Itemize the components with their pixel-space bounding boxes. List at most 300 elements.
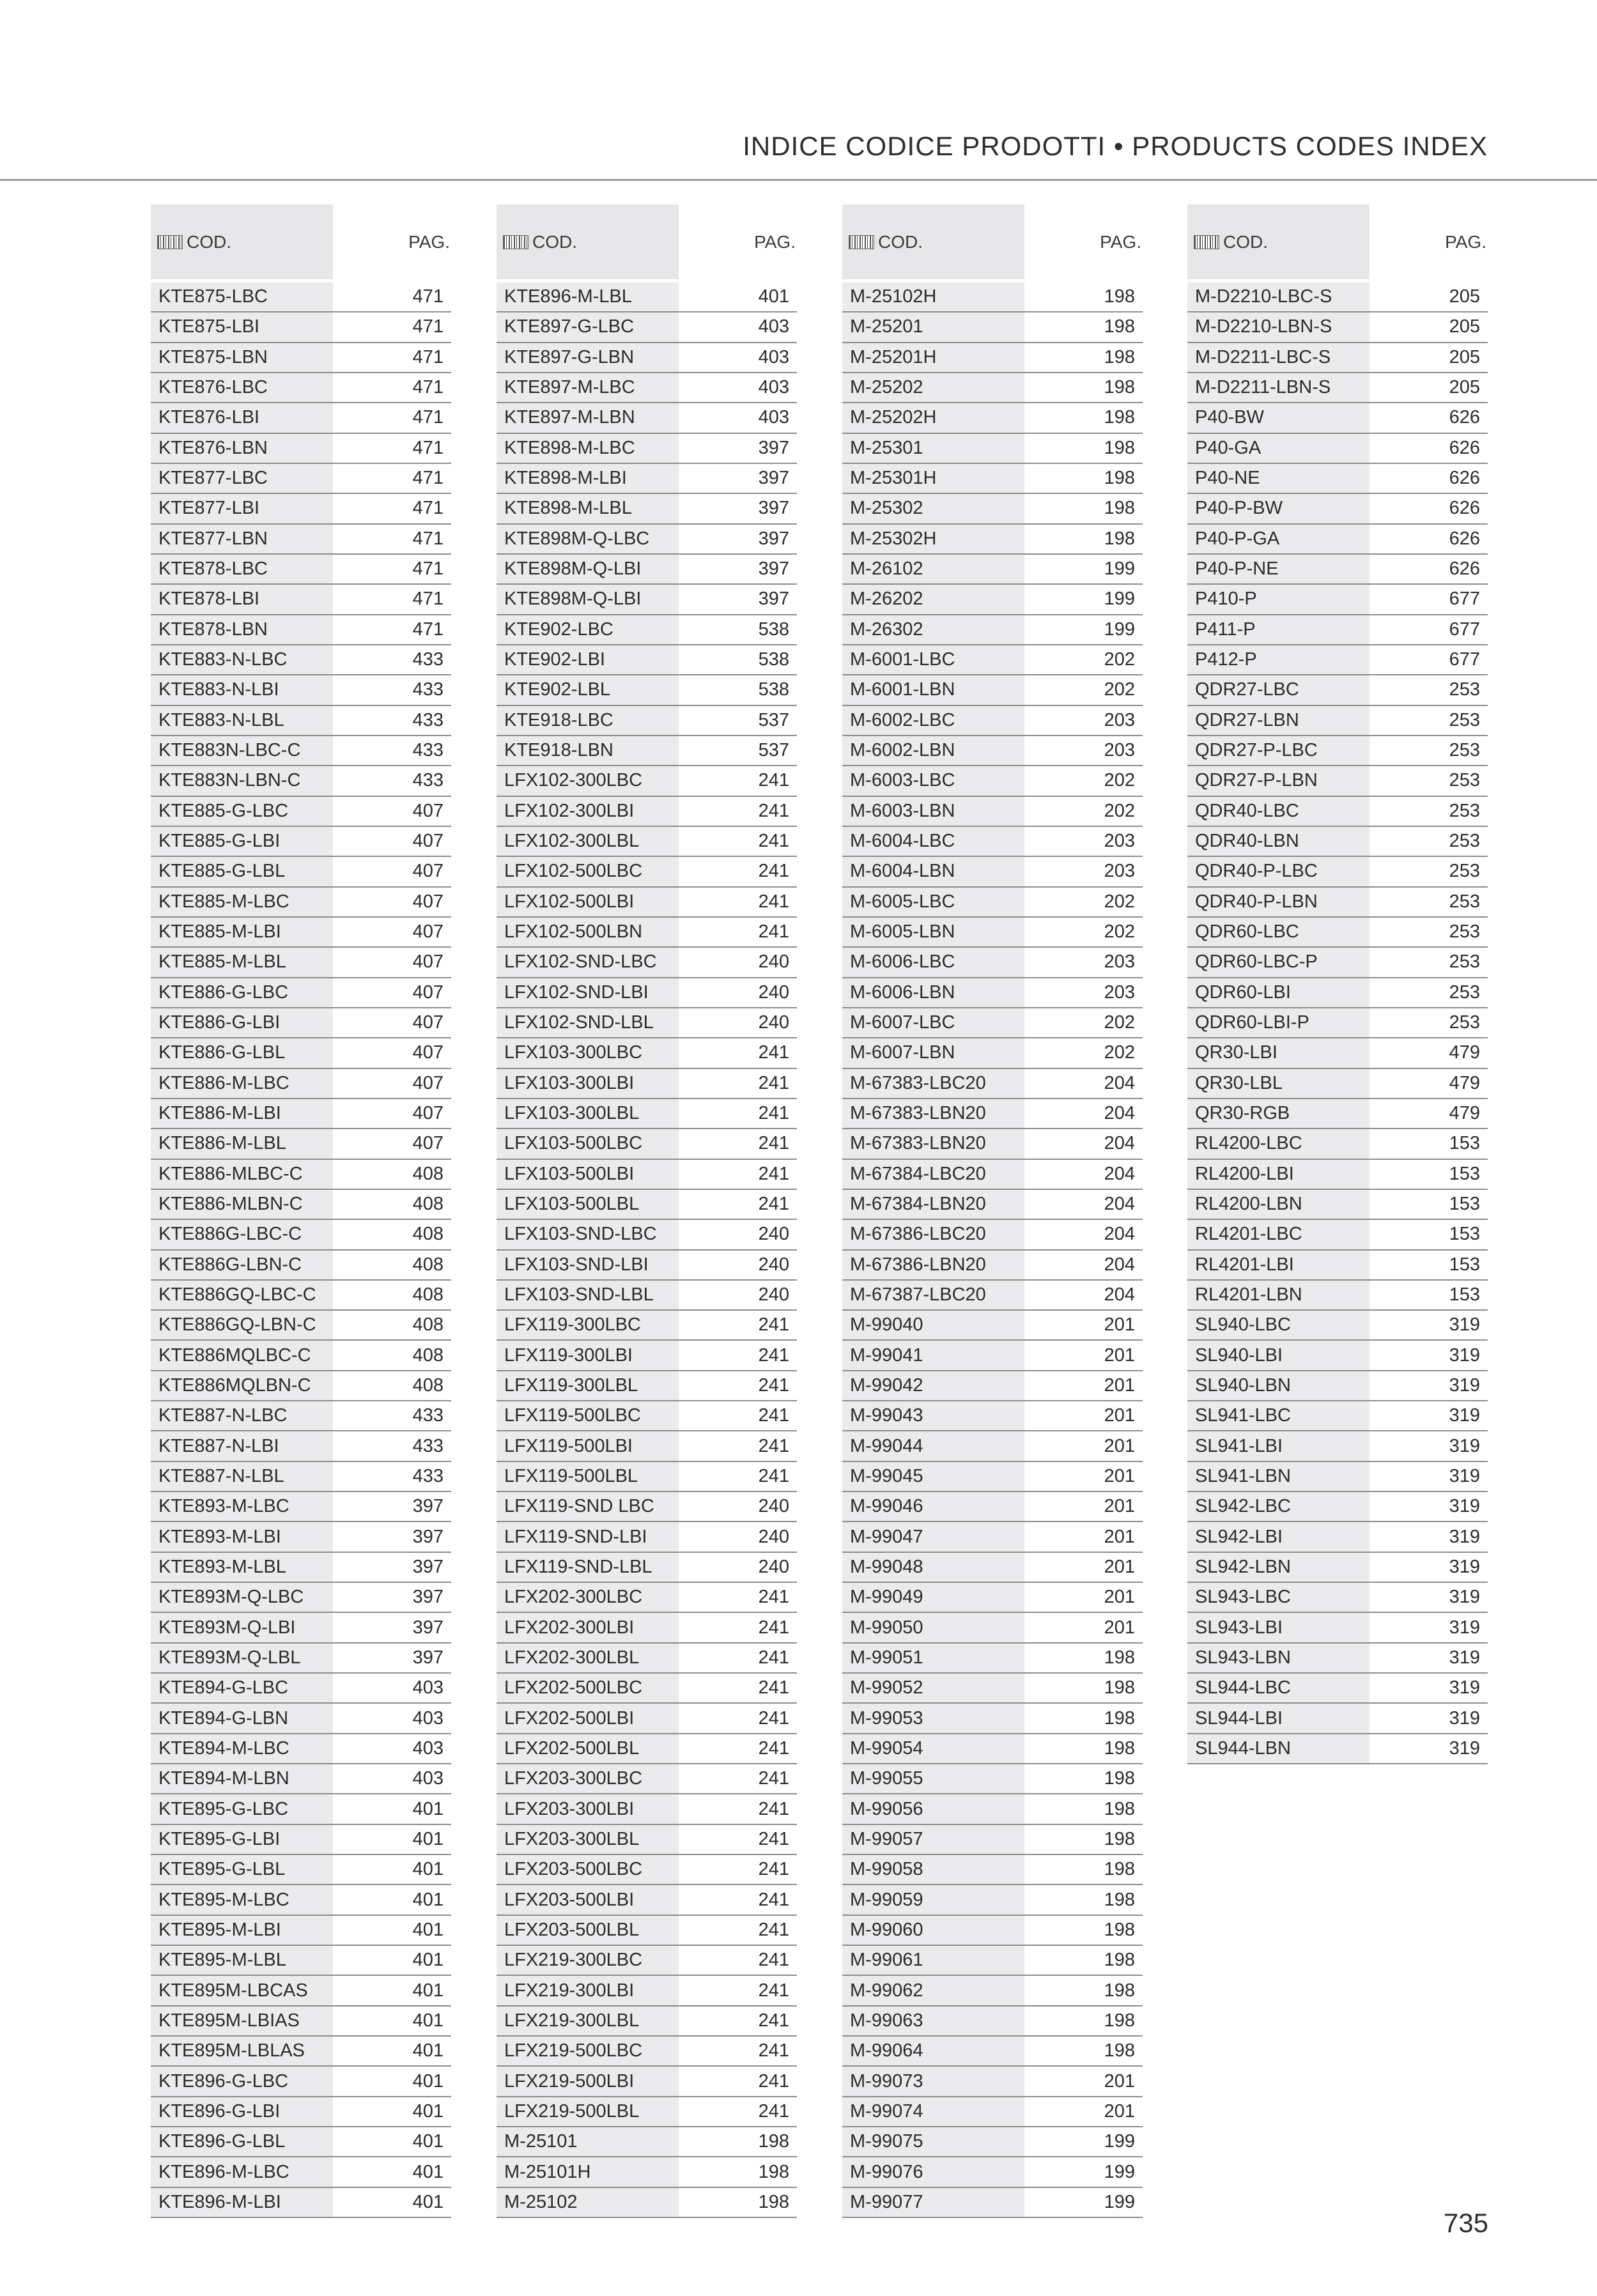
page-reference: 241 [758,1919,789,1940]
index-row [842,464,1143,494]
index-row [842,1492,1143,1522]
page-reference: 198 [1104,377,1135,398]
page-reference: 198 [1104,316,1135,337]
index-row [151,1251,451,1281]
product-code: LFX102-500LBC [504,861,643,882]
index-row [842,1644,1143,1674]
index-row [842,1946,1143,1976]
page-reference: 203 [1104,952,1135,973]
index-row [1187,888,1488,918]
product-code: KTE876-LBI [158,407,259,428]
index-row [1187,857,1488,887]
index-row [1187,766,1488,796]
product-code: KTE886G-LBC-C [158,1224,302,1245]
product-code: P40-BW [1195,407,1264,428]
page-reference: 240 [758,1254,789,1275]
product-code: M-26102 [850,559,923,580]
product-code: LFX203-500LBI [504,1889,635,1910]
page-reference: 198 [758,2191,789,2212]
product-code: M-6002-LBC [850,709,955,730]
page-reference: 407 [412,800,444,821]
page-reference: 204 [1104,1254,1135,1275]
page-reference: 241 [758,1798,789,1819]
page-reference: 538 [758,649,789,670]
product-code: KTE878-LBN [158,619,268,640]
index-row [842,1764,1143,1794]
index-row [1187,1401,1488,1431]
index-row [842,525,1143,555]
page-reference: 202 [1104,770,1135,791]
page-reference: 201 [1104,1587,1135,1608]
page-reference: 153 [1449,1133,1480,1154]
product-code: LFX119-300LBC [504,1314,641,1336]
header-divider [0,179,1597,181]
index-row [497,948,797,978]
product-code: KTE893-M-LBI [158,1526,281,1547]
product-code: M-D2211-LBC-S [1195,346,1331,367]
index-row [842,615,1143,645]
product-code: SL940-LBN [1195,1375,1291,1396]
index-row [1187,282,1488,312]
index-row [1187,1371,1488,1401]
index-row [497,2188,797,2218]
page-reference: 198 [1104,1828,1135,1849]
index-row [842,434,1143,464]
page-reference: 198 [1104,286,1135,307]
product-code: KTE883N-LBN-C [158,770,301,791]
page-reference: 198 [1104,1647,1135,1668]
product-code: LFX202-500LBL [504,1737,640,1759]
product-code: KTE896-M-LBL [504,286,632,307]
index-row [1187,1613,1488,1643]
product-code: M-25202H [850,407,937,428]
index-row [151,766,451,796]
index-row [497,434,797,464]
page-reference: 240 [758,1012,789,1033]
product-code: LFX219-300LBC [504,1950,643,1971]
product-code: LFX203-300LBC [504,1768,643,1789]
page-reference: 401 [412,1980,444,2001]
product-code: LFX119-SND LBC [504,1496,654,1517]
index-row [842,1220,1143,1250]
page-reference: 403 [412,1677,444,1699]
page-reference: 201 [1104,2100,1135,2122]
product-code: RL4200-LBC [1195,1133,1302,1154]
page-reference: 204 [1104,1284,1135,1305]
product-code: QDR40-LBC [1195,800,1299,821]
index-row [842,2007,1143,2037]
index-row [842,1583,1143,1613]
product-code: M-6003-LBN [850,800,955,821]
index-row [1187,1099,1488,1129]
page-reference: 241 [758,1980,789,2001]
page-reference: 403 [758,407,789,428]
product-code: SL940-LBI [1195,1344,1283,1366]
product-code: M-6003-LBC [850,770,955,791]
page-reference: 241 [758,1889,789,1910]
index-row [842,1916,1143,1946]
product-code: M-6002-LBN [850,740,955,761]
index-row [151,1946,451,1976]
page-reference: 401 [412,1798,444,1819]
page-reference: 241 [758,1465,789,1486]
index-row [497,1644,797,1674]
product-code: LFX103-500LBC [504,1133,643,1154]
page-reference: 201 [1104,1465,1135,1486]
product-code: QDR60-LBC-P [1195,952,1318,973]
page-reference: 401 [412,2070,444,2092]
page-header-label: PAG. [1100,231,1141,252]
page-reference: 241 [758,2100,789,2122]
index-row [151,1341,451,1371]
product-code: M-26302 [850,619,923,640]
page-reference: 397 [758,559,789,580]
page-reference: 407 [412,861,444,882]
page-reference: 241 [758,1617,789,1638]
product-code: M-D2210-LBN-S [1195,316,1332,337]
page-reference: 198 [1104,1677,1135,1699]
index-row [842,1160,1143,1190]
index-row [842,1522,1143,1552]
index-row [151,2127,451,2157]
page-reference: 401 [412,1950,444,1971]
product-code: LFX219-500LBI [504,2070,635,2092]
index-row [842,2188,1143,2218]
product-code: SL940-LBC [1195,1314,1291,1336]
index-row [1187,1341,1488,1371]
page-reference: 202 [1104,1012,1135,1033]
product-code: M-99076 [850,2161,923,2182]
index-row [1187,1704,1488,1734]
index-row [497,1341,797,1371]
index-row [1187,1583,1488,1613]
page-reference: 433 [412,649,444,670]
index-row [497,1220,797,1250]
product-code: KTE885-G-LBC [158,800,289,821]
product-code: LFX119-300LBL [504,1375,638,1396]
index-row [842,2127,1143,2157]
index-row [1187,978,1488,1008]
page-reference: 240 [758,1526,789,1547]
product-code: KTE918-LBN [504,740,613,761]
page-reference: 626 [1449,528,1480,549]
index-row [1187,1129,1488,1159]
page-reference: 479 [1449,1072,1480,1093]
index-row [151,1371,451,1401]
index-row [151,827,451,857]
page-reference: 397 [412,1556,444,1577]
index-row [497,1825,797,1855]
page-reference: 203 [1104,740,1135,761]
index-row [151,948,451,978]
index-row [151,1099,451,1129]
index-row [842,888,1143,918]
product-code: M-25301 [850,437,923,458]
product-code: SL943-LBC [1195,1587,1291,1608]
page-reference: 397 [412,1496,444,1517]
index-row [1187,827,1488,857]
page-reference: 240 [758,1496,789,1517]
page-reference: 407 [412,891,444,912]
product-code: KTE902-LBI [504,649,605,670]
product-code: KTE896-M-LBC [158,2161,289,2182]
page-reference: 319 [1449,1465,1480,1486]
page-reference: 626 [1449,468,1480,489]
index-row [151,312,451,343]
page-reference: 471 [412,407,444,428]
page-reference: 408 [412,1375,444,1396]
page-reference: 198 [1104,1768,1135,1789]
index-row [842,1281,1143,1311]
index-row [497,1704,797,1734]
page-reference: 397 [412,1617,444,1638]
page-reference: 241 [758,1072,789,1093]
page-reference: 240 [758,952,789,973]
page-reference: 253 [1449,679,1480,700]
product-code: LFX119-500LBL [504,1465,638,1486]
page-reference: 198 [1104,2010,1135,2031]
product-code: P40-GA [1195,437,1261,458]
page-reference: 401 [412,1889,444,1910]
product-code: M-25201H [850,346,937,367]
index-row [1187,645,1488,675]
index-row [151,1220,451,1250]
index-row [842,1976,1143,2006]
index-row [1187,1190,1488,1220]
page-reference: 397 [758,437,789,458]
page-reference: 199 [1104,619,1135,640]
index-column-2 [497,204,797,2218]
page-reference: 204 [1104,1072,1135,1093]
product-code: M-99047 [850,1526,923,1547]
index-row [1187,1431,1488,1461]
index-row [497,403,797,433]
index-row [842,343,1143,373]
page-reference: 319 [1449,1647,1480,1668]
page-reference: 205 [1449,377,1480,398]
page-reference: 203 [1104,982,1135,1003]
index-row [151,403,451,433]
product-code: KTE895-M-LBC [158,1889,289,1910]
product-code: M-25102H [850,286,937,307]
product-code: SL941-LBC [1195,1405,1291,1426]
index-row [1187,434,1488,464]
page-reference: 403 [412,1737,444,1759]
product-code: KTE883-N-LBL [158,709,284,730]
page-reference: 253 [1449,709,1480,730]
page-reference: 241 [758,1314,789,1336]
index-row [151,1522,451,1552]
index-row [151,1764,451,1794]
index-row [497,1401,797,1431]
page-reference: 198 [1104,468,1135,489]
page-reference: 202 [1104,921,1135,943]
index-row [151,675,451,705]
index-row [151,1613,451,1643]
index-row [842,1613,1143,1643]
product-code: SL942-LBN [1195,1556,1291,1577]
page-reference: 319 [1449,1617,1480,1638]
page-reference: 198 [1104,1980,1135,2001]
page-reference: 401 [412,2191,444,2212]
index-row [497,494,797,524]
product-code: KTE885-M-LBC [158,891,289,912]
product-code: SL942-LBI [1195,1526,1283,1547]
index-row [497,1281,797,1311]
page-reference: 403 [412,1768,444,1789]
page-reference: 198 [1104,528,1135,549]
page-reference: 538 [758,619,789,640]
page-reference: 471 [412,589,444,610]
index-row [497,1371,797,1401]
product-code: LFX102-300LBC [504,770,643,791]
index-row [497,1613,797,1643]
page-reference: 241 [758,1163,789,1184]
code-header-label: COD. [532,231,577,252]
page-reference: 401 [412,2010,444,2031]
index-row [497,1583,797,1613]
index-row [497,1492,797,1522]
product-code: LFX103-SND-LBC [504,1224,657,1245]
page-reference: 153 [1449,1284,1480,1305]
page-reference: 319 [1449,1435,1480,1456]
index-row [497,1069,797,1099]
index-row [497,1251,797,1281]
index-row [842,1794,1143,1824]
product-code: LFX203-500LBL [504,1919,640,1940]
index-row [497,675,797,705]
product-code: M-99057 [850,1828,923,1849]
page-reference: 153 [1449,1254,1480,1275]
product-code: KTE886-G-LBL [158,1042,286,1063]
product-code: M-99060 [850,1919,923,1940]
page-reference: 319 [1449,1707,1480,1729]
page-reference: 433 [412,679,444,700]
product-code: LFX119-500LBI [504,1435,633,1456]
product-code: KTE894-G-LBC [158,1677,289,1699]
product-code: KTE886GQ-LBN-C [158,1314,316,1336]
page-reference: 433 [412,1465,444,1486]
page-reference: 479 [1449,1042,1480,1063]
product-code: M-99052 [850,1677,923,1699]
page-header-label: PAG. [754,231,796,252]
product-code: M-67386-LBC20 [850,1224,986,1245]
index-row [1187,1553,1488,1583]
index-row [151,1674,451,1704]
page-reference: 241 [758,831,789,852]
product-code: LFX203-300LBI [504,1798,635,1819]
page-reference: 479 [1449,1103,1480,1124]
page-reference: 198 [1104,1798,1135,1819]
index-row [497,1976,797,2006]
index-row [842,645,1143,675]
column-header [497,204,797,279]
index-row [842,403,1143,433]
page-reference: 408 [412,1254,444,1275]
product-code: M-99063 [850,2010,923,2031]
page-reference: 403 [412,1707,444,1729]
product-code: KTE893M-Q-LBI [158,1617,296,1638]
product-code: M-99051 [850,1647,923,1668]
page-reference: 407 [412,952,444,973]
product-code: KTE902-LBC [504,619,613,640]
product-code: KTE877-LBI [158,498,259,519]
product-code: QDR40-P-LBN [1195,891,1318,912]
index-row [151,373,451,403]
index-row [151,2007,451,2037]
product-code: QR30-LBI [1195,1042,1277,1063]
product-code: M-99056 [850,1798,923,1819]
product-code: KTE878-LBI [158,589,259,610]
page-reference: 407 [412,921,444,943]
product-code: M-6004-LBC [850,831,955,852]
page-reference: 401 [412,2161,444,2182]
product-code: M-6001-LBC [850,649,955,670]
page-reference: 471 [412,437,444,458]
index-row [151,888,451,918]
page-reference: 538 [758,679,789,700]
index-row [842,1401,1143,1431]
product-code: RL4201-LBC [1195,1224,1302,1245]
index-row [151,1431,451,1461]
product-code: KTE886MQLBN-C [158,1375,311,1396]
page-reference: 241 [758,861,789,882]
index-row [497,555,797,585]
index-row [151,2097,451,2127]
product-code: M-99074 [850,2100,923,2122]
page-reference: 241 [758,770,789,791]
product-code: KTE885-M-LBL [158,952,286,973]
index-row [842,1462,1143,1492]
index-row [497,1885,797,1915]
product-code: SL944-LBC [1195,1677,1291,1699]
product-code: KTE875-LBC [158,286,268,307]
product-code: LFX102-500LBN [504,921,643,943]
page-reference: 203 [1104,831,1135,852]
page-reference: 397 [412,1526,444,1547]
code-header-label: COD. [878,231,923,252]
page-reference: 253 [1449,831,1480,852]
page-reference: 241 [758,2070,789,2092]
index-row [497,797,797,827]
product-code: M-99050 [850,1617,923,1638]
product-code: KTE876-LBC [158,377,268,398]
index-row [151,2037,451,2067]
page-reference: 408 [412,1284,444,1305]
page-reference: 198 [1104,1889,1135,1910]
page-reference: 198 [1104,498,1135,519]
product-code: KTE887-N-LBL [158,1465,284,1486]
index-row [151,1190,451,1220]
index-rows [842,282,1143,2218]
index-row [151,1311,451,1341]
index-row [497,1946,797,1976]
product-code: LFX102-SND-LBC [504,952,657,973]
product-code: M-99058 [850,1859,923,1880]
product-code: KTE895-G-LBC [158,1798,289,1819]
page-reference: 537 [758,740,789,761]
index-row [842,1038,1143,1068]
page-reference: 407 [412,1103,444,1124]
product-code: LFX102-300LBI [504,800,635,821]
product-code: SL941-LBI [1195,1435,1283,1456]
index-row [497,1462,797,1492]
index-row [842,736,1143,766]
product-code: KTE897-M-LBC [504,377,635,398]
page-reference: 241 [758,1194,789,1214]
product-code: KTE895M-LBIAS [158,2010,300,2031]
product-code: M-25202 [850,377,923,398]
